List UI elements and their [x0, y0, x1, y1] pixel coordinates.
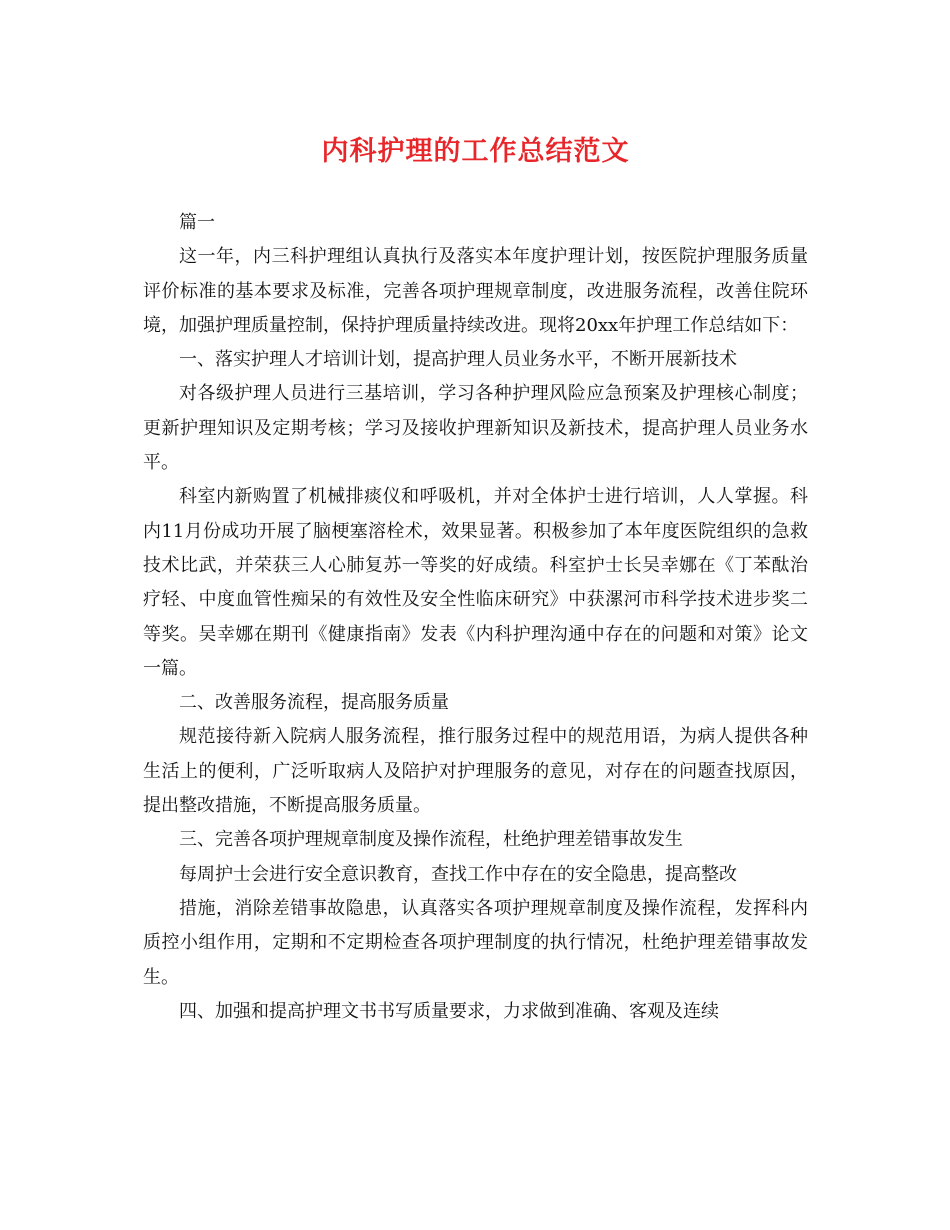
- section-heading-4: 四、加强和提高护理文书书写质量要求，力求做到准确、客观及连续: [179, 1000, 719, 1022]
- section-heading-2: 二、改善服务流程，提高服务质量: [179, 692, 449, 714]
- paragraph-service: 规范接待新入院病人服务流程，推行服务过程中的规范用语，为病人提供各种生活上的便利，广泛听取病人及陪护对护理服务的意见，对存在的问题查找原因，提出整改措施，不断提高服务质量。: [143, 726, 808, 817]
- section-heading-1: 一、落实护理人才培训计划，提高护理人员业务水平，不断开展新技术: [179, 349, 737, 371]
- document-title: 内科护理的工作总结范文: [321, 136, 630, 167]
- document-body: [143, 206, 808, 1029]
- section-heading-3: 三、完善各项护理规章制度及操作流程，杜绝护理差错事故发生: [179, 829, 683, 851]
- paragraph-safety-2: 措施，消除差错事故隐患，认真落实各项护理规章制度及操作流程，发挥科内质控小组作用，定期和不定期检查各项护理制度的执行情况，杜绝护理差错事故发生。: [143, 897, 808, 988]
- document-page: [143, 0, 808, 1230]
- intro-paragraph: 这一年，内三科护理组认真执行及落实本年度护理计划，按医院护理服务质量评价标准的基本要求及标准，完善各项护理规章制度，改进服务流程，改善住院环境，加强护理质量控制，保持护理质量持续改进。现将20xx年护理工作总结如下：: [143, 246, 808, 336]
- section-label: 篇一: [179, 212, 215, 233]
- paragraph-equipment: 科室内新购置了机械排痰仪和呼吸机，并对全体护士进行培训，人人掌握。科内11月份成功开展了脑梗塞溶栓术，效果显著。积极参加了本年度医院组织的急救技术比武，并荣获三人心肺复苏一等奖的好成绩。科室护士长吴幸娜在《丁苯酞治疗轻、中度血管性痴呆的有效性及安全性临床研究》中获漯河市科学技术进步奖二等奖。吴幸娜在期刊《健康指南》发表《内科护理沟通中存在的问题和对策》论文一篇。: [143, 486, 808, 679]
- paragraph-training: 对各级护理人员进行三基培训，学习各种护理风险应急预案及护理核心制度；更新护理知识及定期考核；学习及接收护理新知识及新技术，提高护理人员业务水平。: [143, 383, 808, 474]
- paragraph-safety-1: 每周护士会进行安全意识教育，查找工作中存在的安全隐患，提高整改: [179, 863, 737, 885]
